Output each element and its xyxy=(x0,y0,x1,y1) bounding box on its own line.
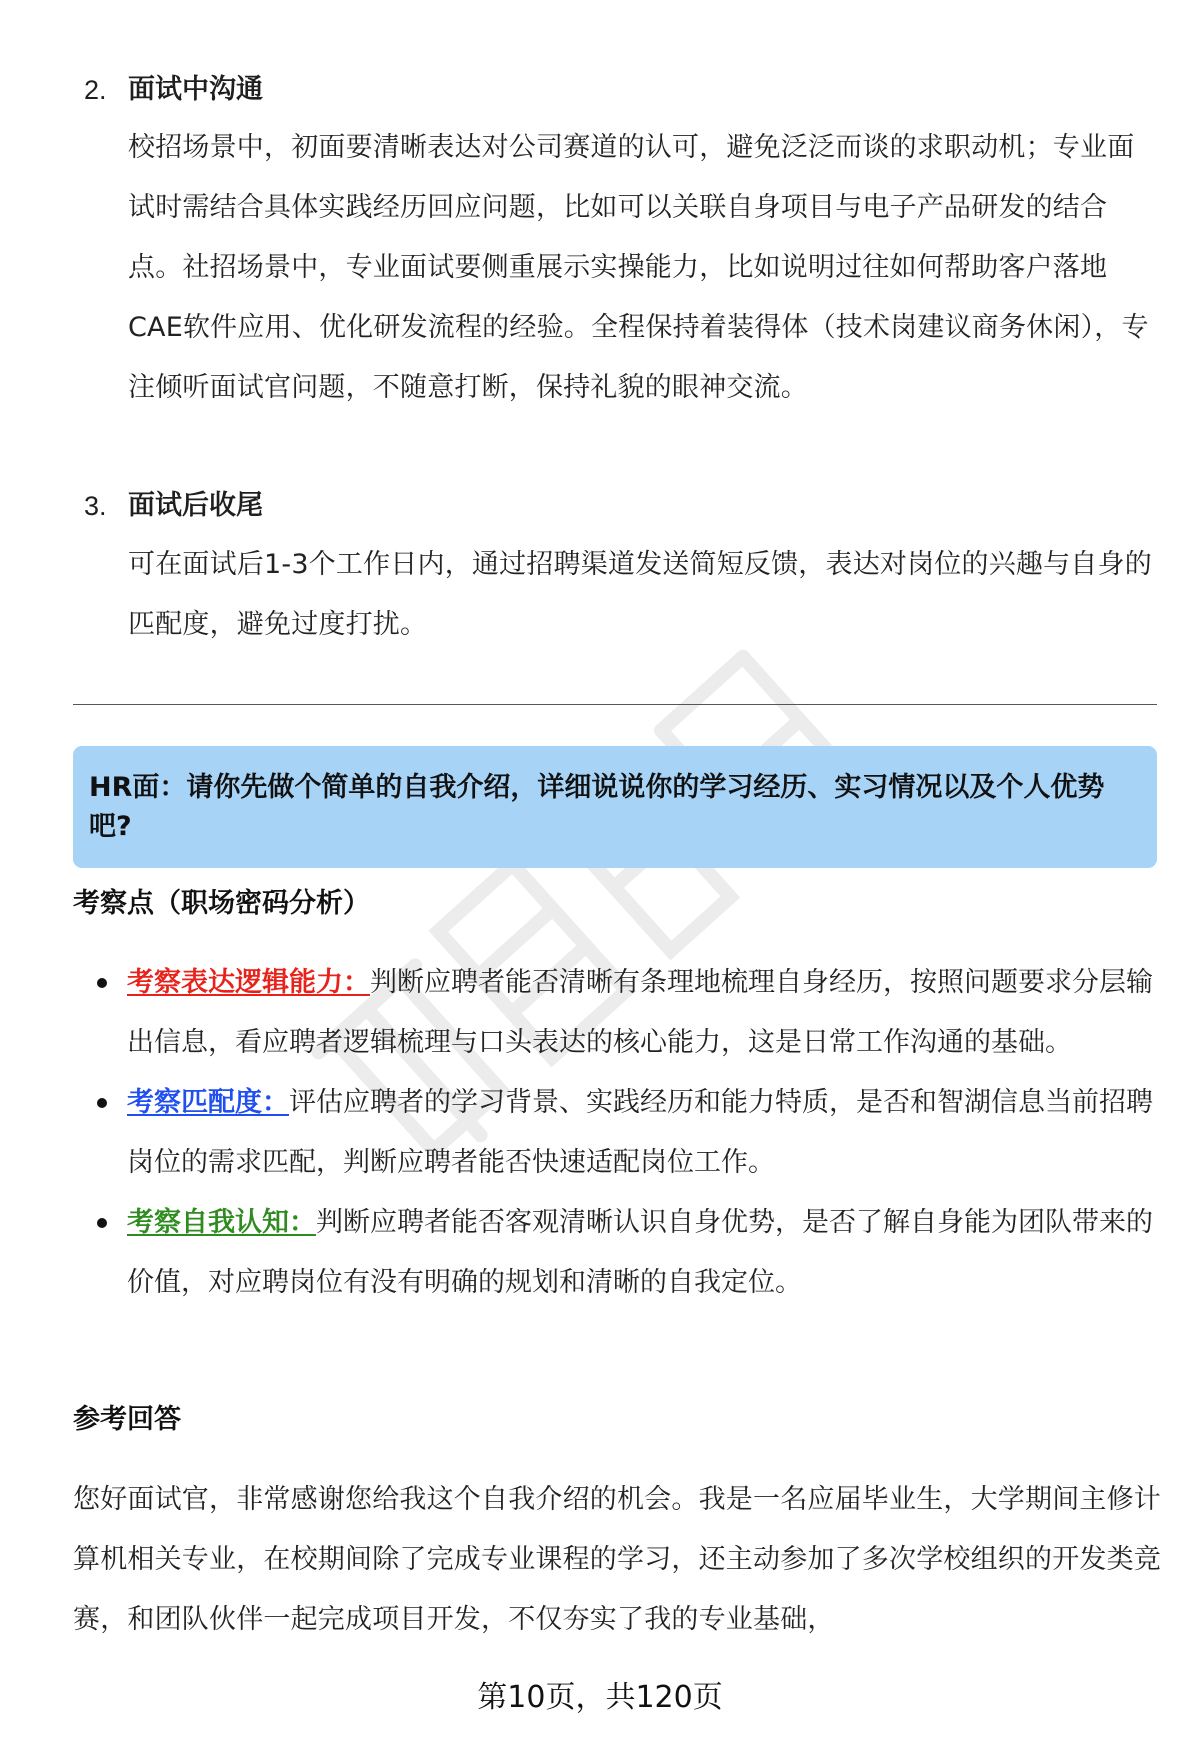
bullet-dot-icon xyxy=(97,978,107,988)
bullet-text: 评估应聘者的学习背景、实践经历和能力特质，是否和智湖信息当前招聘岗位的需求匹配，判断应聘者能否快速适配岗位工作。 xyxy=(127,1087,1153,1178)
analysis-heading: 考察点（职场密码分析） xyxy=(73,888,370,919)
analysis-bullet-list xyxy=(73,953,1163,1313)
item-3-paragraph: 可在面试后1-3个工作日内，通过招聘渠道发送简短反馈，表达对岗位的兴趣与自身的匹配度，避免过度打扰。 xyxy=(128,549,1152,640)
section-divider xyxy=(73,704,1157,705)
bullet-item xyxy=(73,953,1163,1073)
bullet-text: 判断应聘者能否客观清晰认识自身优势，是否了解自身能为团队带来的价值，对应聘岗位有没有明确的规划和清晰的自我定位。 xyxy=(127,1207,1153,1298)
question-box xyxy=(73,746,1157,868)
item-number: 2. xyxy=(84,75,107,105)
bullet-keyword: 考察自我认知： xyxy=(127,1207,316,1238)
bullet-keyword: 考察匹配度： xyxy=(127,1087,289,1118)
bullet-keyword: 考察表达逻辑能力： xyxy=(127,967,370,998)
bullet-text: 判断应聘者能否清晰有条理地梳理自身经历，按照问题要求分层输出信息，看应聘者逻辑梳理与口头表达的核心能力，这是日常工作沟通的基础。 xyxy=(127,967,1153,1058)
item-2-paragraph: 校招场景中，初面要清晰表达对公司赛道的认可，避免泛泛而谈的求职动机；专业面试时需结合具体实践经历回应问题，比如可以关联自身项目与电子产品研发的结合点。社招场景中，专业面试要侧重展示实操能力，比如说明过往如何帮助客户落地CAE软件应用、优化研发流程的经验。全程保持着装得体（技术岗建议商务休闲），专注倾听面试官问题，不随意打断，保持礼貌的眼神交流。 xyxy=(128,132,1149,403)
reference-heading: 参考回答 xyxy=(73,1404,181,1435)
bullet-dot-icon xyxy=(97,1098,107,1108)
bullet-item xyxy=(73,1073,1163,1193)
item-number: 3. xyxy=(84,491,107,521)
page-number: 第10页，共120页 xyxy=(477,1680,723,1715)
bullet-dot-icon xyxy=(97,1218,107,1228)
bullet-item xyxy=(73,1193,1163,1313)
reference-paragraph: 您好面试官，非常感谢您给我这个自我介绍的机会。我是一名应届毕业生，大学期间主修计算机相关专业，在校期间除了完成专业课程的学习，还主动参加了多次学校组织的开发类竞赛，和团队伙伴一起完成项目开发，不仅夯实了我的专业基础， xyxy=(73,1484,1161,1635)
item-title: 面试中沟通 xyxy=(128,74,263,105)
question-text: HR面：请你先做个简单的自我介绍，详细说说你的学习经历、实习情况以及个人优势吧? xyxy=(89,772,1105,842)
item-title: 面试后收尾 xyxy=(128,490,263,521)
